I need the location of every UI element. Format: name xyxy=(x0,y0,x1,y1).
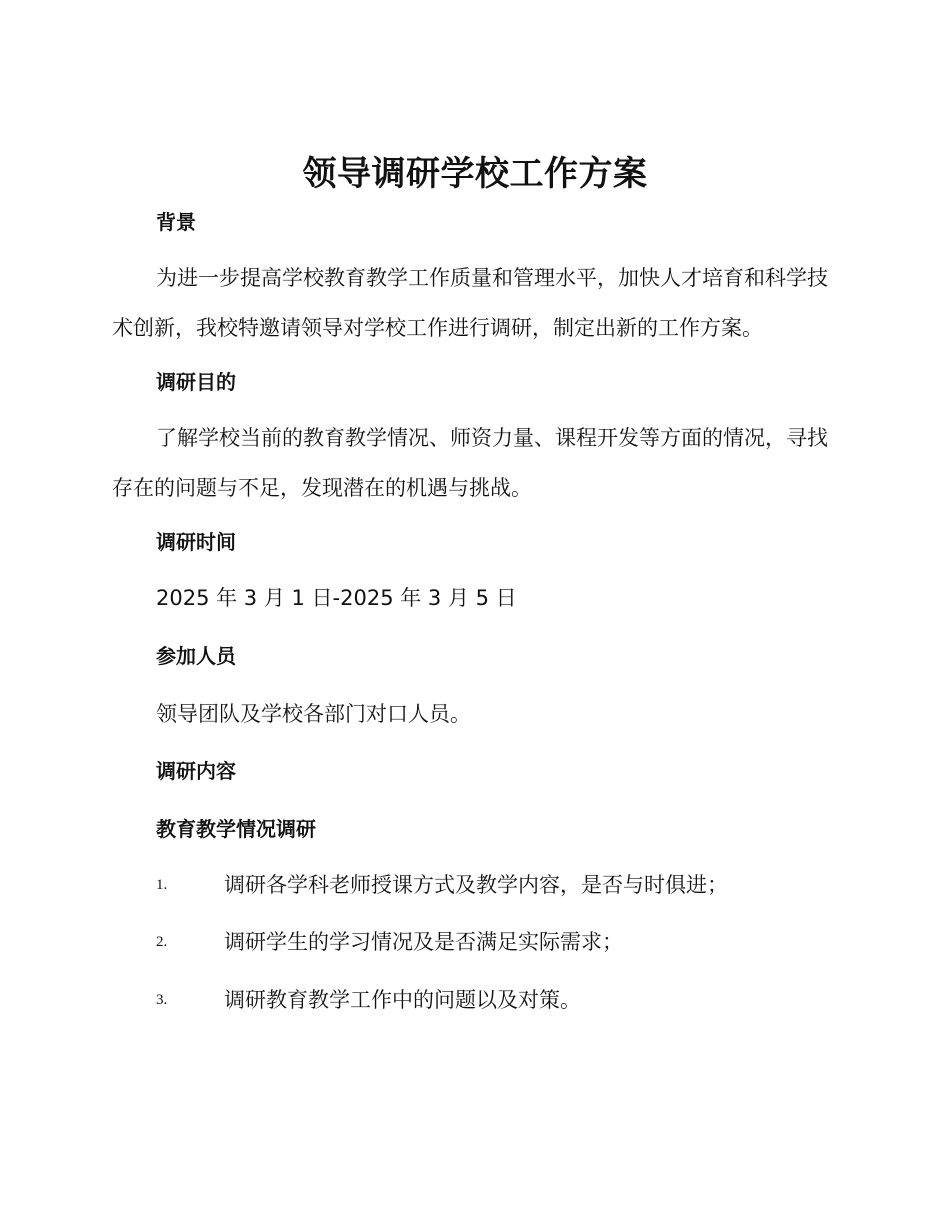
section-heading-participants: 参加人员 xyxy=(156,644,236,668)
purpose-paragraph: 了解学校当前的教育教学情况、师资力量、课程开发等方面的情况，寻找存在的问题与不足，发现潜在的机遇与挑战。 xyxy=(112,426,828,500)
section-heading-time: 调研时间 xyxy=(156,530,236,554)
list-item-text: 调研学生的学习情况及是否满足实际需求； xyxy=(224,930,623,954)
background-paragraph: 为进一步提高学校教育教学工作质量和管理水平，加快人才培育和科学技术创新，我校特邀请领导对学校工作进行调研，制定出新的工作方案。 xyxy=(112,266,828,340)
document-title: 领导调研学校工作方案 xyxy=(302,154,648,194)
section-heading-content: 调研内容 xyxy=(156,759,236,783)
section-heading-purpose: 调研目的 xyxy=(156,370,236,394)
list-item xyxy=(156,870,856,900)
participants-text: 领导团队及学校各部门对口人员。 xyxy=(156,702,471,726)
list-item-number: 2. xyxy=(156,934,168,950)
time-range-text: 2025 年 3 月 1 日-2025 年 3 月 5 日 xyxy=(156,586,517,610)
list-item xyxy=(156,927,856,957)
subheading-teaching-survey: 教育教学情况调研 xyxy=(156,817,316,841)
list-item-text: 调研各学科老师授课方式及教学内容，是否与时俱进； xyxy=(224,873,728,897)
list-item-number: 1. xyxy=(156,877,168,893)
list-item-text: 调研教育教学工作中的问题以及对策。 xyxy=(224,988,581,1012)
list-item xyxy=(156,985,856,1015)
section-heading-background: 背景 xyxy=(156,210,196,234)
list-item-number: 3. xyxy=(156,992,168,1008)
